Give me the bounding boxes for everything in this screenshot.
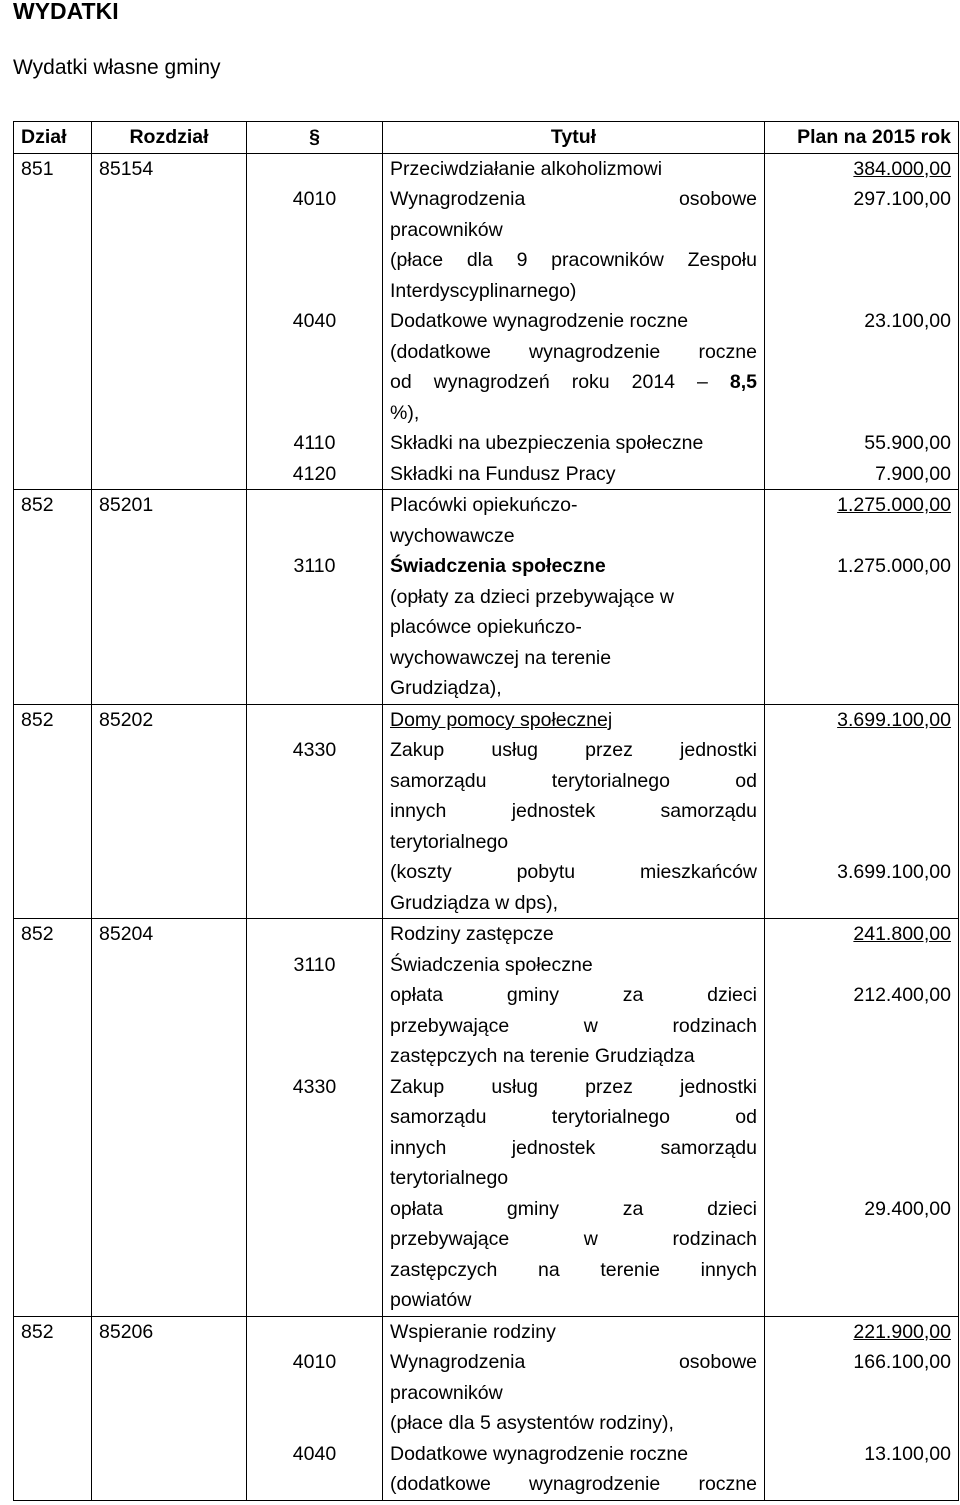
cell-rozdzial: 85206 — [92, 1316, 247, 1347]
opis-line: przebywające w rodzinach — [390, 1228, 757, 1250]
cell-plan: 3.699.100,00 — [765, 857, 959, 919]
opis-line: przebywające w rodzinach — [390, 1014, 757, 1037]
table-row — [14, 337, 959, 429]
table-row — [14, 153, 959, 184]
tytul-line: samorządu terytorialnego od — [390, 1106, 757, 1128]
opis-line: %), — [390, 401, 420, 424]
cell-opis — [383, 337, 765, 429]
cell-paragraf — [247, 153, 383, 184]
budget-table — [13, 121, 959, 1501]
cell-plan: 241.800,00 — [765, 919, 959, 950]
header-tytul: Tytuł — [383, 122, 765, 154]
cell-opis — [383, 1194, 765, 1317]
table-row — [14, 245, 959, 306]
table-row — [14, 1347, 959, 1408]
opis-line: opłata gminy za dzieci — [390, 1197, 757, 1220]
opis-line: Grudziądza w dps), — [390, 891, 558, 914]
table-row — [14, 459, 959, 490]
table-row — [14, 857, 959, 919]
opis-line: Grudziądza), — [390, 677, 502, 699]
table-row — [14, 735, 959, 857]
table-row — [14, 184, 959, 245]
cell-plan: 55.900,00 — [765, 428, 959, 459]
header-rozdzial: Rozdział — [92, 122, 247, 154]
cell-tytul: Składki na ubezpieczenia społeczne — [383, 428, 765, 459]
tytul-line: Placówki opiekuńczo- — [390, 494, 578, 516]
cell-dzial: 852 — [14, 704, 92, 735]
cell-rozdzial: 85201 — [92, 490, 247, 552]
cell-paragraf: 4330 — [247, 735, 383, 857]
table-row — [14, 980, 959, 1072]
cell-tytul — [383, 490, 765, 552]
opis-line: opłata gminy za dzieci — [390, 984, 757, 1006]
cell-plan: 1.275.000,00 — [765, 490, 959, 552]
cell-paragraf: 4040 — [247, 306, 383, 337]
cell-opis: (płace dla 5 asystentów rodziny), — [383, 1408, 765, 1439]
table-row — [14, 1316, 959, 1347]
page-subtitle: Wydatki własne gminy — [13, 56, 221, 79]
cell-rozdzial: 85202 — [92, 704, 247, 735]
table-row — [14, 1408, 959, 1439]
opis-line: (płace dla 9 pracowników Zespołu — [390, 249, 757, 271]
cell-plan: 212.400,00 — [765, 980, 959, 1072]
cell-tytul: Dodatkowe wynagrodzenie roczne — [383, 1439, 765, 1470]
cell-tytul: Rodziny zastępcze — [383, 919, 765, 950]
tytul-line: terytorialnego — [390, 830, 509, 853]
cell-plan: 221.900,00 — [765, 1316, 959, 1347]
table-row — [14, 950, 959, 981]
cell-paragraf: 3110 — [247, 950, 383, 981]
cell-paragraf: 4330 — [247, 1072, 383, 1194]
cell-dzial: 852 — [14, 919, 92, 950]
cell-plan: 13.100,00 — [765, 1439, 959, 1470]
cell-paragraf: 4010 — [247, 1347, 383, 1408]
cell-opis — [383, 857, 765, 919]
cell-tytul — [383, 184, 765, 245]
cell-tytul — [383, 1072, 765, 1194]
opis-line: zastępczych na terenie Grudziądza — [390, 1045, 695, 1067]
opis-line: powiatów — [390, 1289, 472, 1311]
opis-line: zastępczych na terenie innych — [390, 1258, 757, 1281]
opis-line: placówce opiekuńczo- — [390, 616, 582, 638]
cell-plan: 1.275.000,00 — [765, 551, 959, 704]
table-row — [14, 490, 959, 552]
tytul-line: samorządu terytorialnego od — [390, 769, 757, 792]
tytul-line: pracowników — [390, 218, 503, 241]
page-title: WYDATKI — [13, 0, 119, 24]
cell-tytul: Świadczenia społeczne — [383, 950, 765, 981]
tytul-line: Wynagrodzenia osobowe — [390, 188, 757, 210]
opis-text: od wynagrodzeń roku 2014 – — [390, 371, 708, 393]
cell-rozdzial: 85204 — [92, 919, 247, 950]
table-row — [14, 306, 959, 337]
opis-line: (dodatkowe wynagrodzenie roczne — [390, 340, 757, 363]
header-dzial: Dział — [14, 122, 92, 154]
cell-paragraf: 3110 — [247, 551, 383, 704]
cell-opis — [383, 980, 765, 1072]
tytul-line: innych jednostek samorządu — [390, 1136, 757, 1159]
opis-line: (opłaty za dzieci przebywające w — [390, 585, 674, 608]
cell-dzial: 852 — [14, 1316, 92, 1347]
opis-line — [390, 367, 757, 398]
opis-line: (koszty pobytu mieszkańców — [390, 861, 757, 883]
cell-tytul — [383, 1347, 765, 1408]
opis-percent: 8,5 — [729, 371, 757, 393]
cell-tytul: Składki na Fundusz Pracy — [383, 459, 765, 490]
tytul-line: pracowników — [390, 1381, 503, 1404]
header-paragraf: § — [247, 122, 383, 154]
cell-tytul: Domy pomocy społecznej — [383, 704, 765, 735]
cell-plan: 3.699.100,00 — [765, 704, 959, 735]
table-row — [14, 428, 959, 459]
cell-plan: 7.900,00 — [765, 459, 959, 490]
opis-line: Interdyscyplinarnego) — [390, 279, 577, 302]
tytul-line: Zakup usług przez jednostki — [390, 739, 757, 761]
table-row — [14, 1194, 959, 1317]
cell-tytul: Wspieranie rodziny — [383, 1316, 765, 1347]
cell-tytul: Dodatkowe wynagrodzenie roczne — [383, 306, 765, 337]
tytul-line: terytorialnego — [390, 1167, 509, 1189]
cell-opis — [383, 1469, 765, 1500]
cell-tytul — [383, 551, 765, 704]
tytul-line: Zakup usług przez jednostki — [390, 1075, 757, 1098]
tytul-line: wychowawcze — [390, 524, 515, 547]
cell-plan: 166.100,00 — [765, 1347, 959, 1408]
cell-plan: 23.100,00 — [765, 306, 959, 337]
tytul-line: Wynagrodzenia osobowe — [390, 1351, 757, 1373]
cell-plan: 297.100,00 — [765, 184, 959, 245]
cell-plan: 29.400,00 — [765, 1194, 959, 1317]
cell-tytul — [383, 735, 765, 857]
cell-tytul: Przeciwdziałanie alkoholizmowi — [383, 153, 765, 184]
table-header-row — [14, 122, 959, 154]
tytul-line: innych jednostek samorządu — [390, 800, 757, 822]
table-row — [14, 1439, 959, 1470]
cell-dzial: 851 — [14, 153, 92, 184]
opis-line: (dodatkowe wynagrodzenie roczne — [390, 1473, 757, 1495]
header-plan: Plan na 2015 rok — [765, 122, 959, 154]
cell-paragraf: 4110 — [247, 428, 383, 459]
table-row — [14, 919, 959, 950]
cell-paragraf: 4010 — [247, 184, 383, 245]
table-row — [14, 1072, 959, 1194]
cell-rozdzial: 85154 — [92, 153, 247, 184]
table-row — [14, 1469, 959, 1500]
cell-opis — [383, 245, 765, 306]
cell-paragraf: 4120 — [247, 459, 383, 490]
table-row — [14, 551, 959, 704]
tytul-line: Świadczenia społeczne — [390, 555, 606, 577]
opis-line: wychowawczej na terenie — [390, 646, 612, 669]
cell-plan: 384.000,00 — [765, 153, 959, 184]
cell-paragraf: 4040 — [247, 1439, 383, 1470]
cell-dzial: 852 — [14, 490, 92, 552]
table-row — [14, 704, 959, 735]
